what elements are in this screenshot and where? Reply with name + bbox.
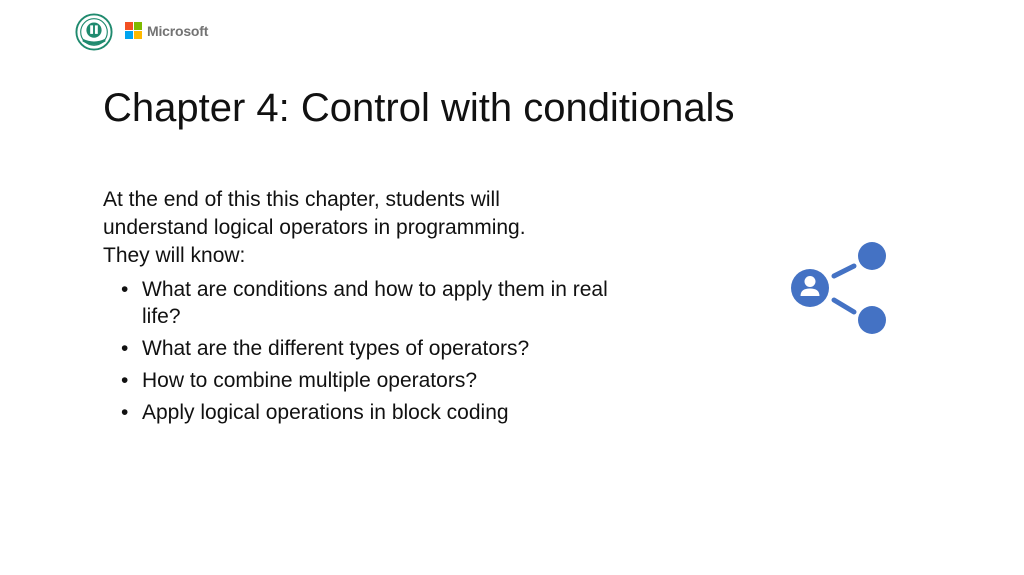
microsoft-wordmark: Microsoft: [147, 22, 209, 39]
bullet-item: [103, 399, 633, 426]
ms-square-green: [134, 22, 142, 30]
bullet-list: [103, 276, 633, 426]
share-network-icon: [786, 238, 890, 338]
bullet-item: [103, 276, 633, 330]
slide-title: Chapter 4: Control with conditionals: [103, 86, 735, 130]
ms-square-blue: [125, 31, 133, 39]
intro-line-3: They will know:: [103, 244, 246, 267]
bullet-item: [103, 367, 633, 394]
bullet-text: What are conditions and how to apply them in real life?: [142, 278, 608, 328]
bullet-marker: •: [121, 278, 129, 301]
intro-line-2: understand logical operators in programming.: [103, 216, 526, 239]
bullet-text: Apply logical operations in block coding: [142, 401, 509, 424]
bullet-marker: •: [121, 401, 129, 424]
microsoft-logo: [125, 22, 208, 39]
bullet-marker: •: [121, 369, 129, 392]
ms-square-yellow: [134, 31, 142, 39]
bullet-text: How to combine multiple operators?: [142, 369, 477, 392]
bullet-marker: •: [121, 337, 129, 360]
intro-line-1: At the end of this this chapter, students will: [103, 188, 500, 211]
bullet-text: What are the different types of operators?: [142, 337, 530, 360]
microsoft-logo-icon: [125, 22, 142, 39]
ms-square-red: [125, 22, 133, 30]
slide-body: [103, 186, 633, 431]
school-emblem-icon: [75, 13, 113, 51]
bullet-item: [103, 335, 633, 362]
